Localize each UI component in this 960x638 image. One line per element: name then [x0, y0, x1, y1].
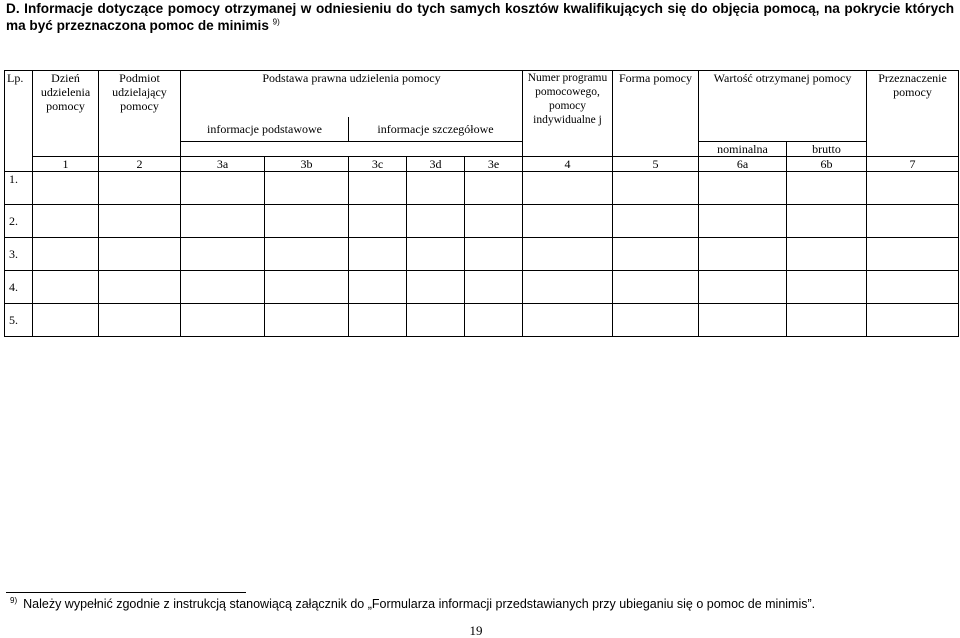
cell[interactable]: [33, 271, 99, 304]
cell[interactable]: [699, 271, 787, 304]
colnum-2: 2: [99, 157, 181, 172]
cell[interactable]: [465, 172, 523, 205]
cell[interactable]: [867, 172, 959, 205]
cell[interactable]: [787, 238, 867, 271]
cell[interactable]: [265, 304, 349, 337]
cell[interactable]: [787, 271, 867, 304]
page-number: 19: [469, 623, 483, 638]
row-label-2: 2.: [5, 205, 33, 238]
colnum-4: 4: [523, 157, 613, 172]
header-przeznaczenie: Przeznaczenie pomocy: [867, 71, 959, 157]
cell[interactable]: [523, 271, 613, 304]
cell[interactable]: [99, 304, 181, 337]
footnote-ref: 9): [10, 595, 18, 605]
section-heading-footnote-ref: 9): [272, 17, 280, 27]
header-wartosc: Wartość otrzymanej pomocy: [699, 71, 867, 117]
cell[interactable]: [265, 238, 349, 271]
cell[interactable]: [699, 205, 787, 238]
colnum-3a: 3a: [181, 157, 265, 172]
cell[interactable]: [613, 205, 699, 238]
cell[interactable]: [613, 238, 699, 271]
table-row: [5, 172, 959, 205]
cell[interactable]: [349, 172, 407, 205]
cell[interactable]: [99, 238, 181, 271]
header-brutto: brutto: [787, 142, 867, 157]
header-lp: [5, 71, 33, 172]
aid-table: [4, 70, 959, 337]
footnote: [10, 597, 950, 612]
cell[interactable]: [867, 205, 959, 238]
cell[interactable]: [465, 205, 523, 238]
cell[interactable]: [33, 238, 99, 271]
footnote-text: Należy wypełnić zgodnie z instrukcją stanowiącą załącznik do „Formularza informacji przedstawianych przy ubieganiu się o pomoc de minimis”.: [23, 597, 816, 611]
section-heading: [6, 0, 954, 34]
footnote-divider: [6, 592, 246, 593]
cell[interactable]: [867, 304, 959, 337]
table-row: [5, 205, 959, 238]
cell[interactable]: [613, 172, 699, 205]
cell[interactable]: [465, 271, 523, 304]
cell[interactable]: [349, 271, 407, 304]
cell[interactable]: [523, 238, 613, 271]
row-label-1: 1.: [5, 172, 33, 205]
row-label-5: 5.: [5, 304, 33, 337]
table-row: [5, 304, 959, 337]
header-forma: Forma pomocy: [613, 71, 699, 157]
header-podmiot: Podmiot udzielający pomocy: [99, 71, 181, 157]
colnum-5: 5: [613, 157, 699, 172]
colnum-3b: 3b: [265, 157, 349, 172]
cell[interactable]: [181, 271, 265, 304]
colnum-3d: 3d: [407, 157, 465, 172]
cell[interactable]: [523, 172, 613, 205]
row-label-4: 4.: [5, 271, 33, 304]
cell[interactable]: [407, 205, 465, 238]
cell[interactable]: [407, 271, 465, 304]
cell[interactable]: [181, 172, 265, 205]
cell[interactable]: [465, 304, 523, 337]
cell[interactable]: [699, 238, 787, 271]
cell[interactable]: [523, 205, 613, 238]
colnum-3e: 3e: [465, 157, 523, 172]
cell[interactable]: [699, 172, 787, 205]
cell[interactable]: [613, 271, 699, 304]
header-lp-label: Lp.: [7, 71, 24, 85]
cell[interactable]: [787, 304, 867, 337]
colnum-1: 1: [33, 157, 99, 172]
section-heading-text: D. Informacje dotyczące pomocy otrzymanej w odniesieniu do tych samych kosztów kwalifikujących się do objęcia pomocą, na pokrycie których ma być przeznaczona pomoc de minimis: [6, 1, 954, 33]
colnum-7: 7: [867, 157, 959, 172]
header-wartosc-spacer: [699, 117, 867, 142]
cell[interactable]: [407, 304, 465, 337]
cell[interactable]: [407, 238, 465, 271]
cell[interactable]: [407, 172, 465, 205]
cell[interactable]: [523, 304, 613, 337]
table-row: [5, 271, 959, 304]
header-podstawowe: informacje podstawowe: [181, 117, 349, 142]
row-label-3: 3.: [5, 238, 33, 271]
header-dzien: Dzień udzielenia pomocy: [33, 71, 99, 157]
cell[interactable]: [613, 304, 699, 337]
header-nominalna: nominalna: [699, 142, 787, 157]
colnum-6a: 6a: [699, 157, 787, 172]
cell[interactable]: [867, 238, 959, 271]
cell[interactable]: [465, 238, 523, 271]
cell[interactable]: [181, 238, 265, 271]
cell[interactable]: [181, 205, 265, 238]
cell[interactable]: [33, 205, 99, 238]
cell[interactable]: [349, 238, 407, 271]
header-podstawa: Podstawa prawna udzielenia pomocy: [181, 71, 523, 117]
cell[interactable]: [181, 304, 265, 337]
cell[interactable]: [349, 205, 407, 238]
header-szczegolowe: informacje szczegółowe: [349, 117, 523, 142]
colnum-3c: 3c: [349, 157, 407, 172]
cell[interactable]: [99, 205, 181, 238]
cell[interactable]: [99, 172, 181, 205]
table-row: [5, 238, 959, 271]
cell[interactable]: [265, 271, 349, 304]
cell[interactable]: [867, 271, 959, 304]
cell[interactable]: [699, 304, 787, 337]
cell[interactable]: [99, 271, 181, 304]
header-numer: Numer programu pomocowego, pomocy indywidualne j: [523, 71, 613, 157]
cell[interactable]: [33, 304, 99, 337]
cell[interactable]: [787, 205, 867, 238]
colnum-6b: 6b: [787, 157, 867, 172]
cell[interactable]: [33, 172, 99, 205]
cell[interactable]: [787, 172, 867, 205]
header-podstawa-spacer: [181, 142, 523, 157]
cell[interactable]: [265, 172, 349, 205]
cell[interactable]: [349, 304, 407, 337]
cell[interactable]: [265, 205, 349, 238]
